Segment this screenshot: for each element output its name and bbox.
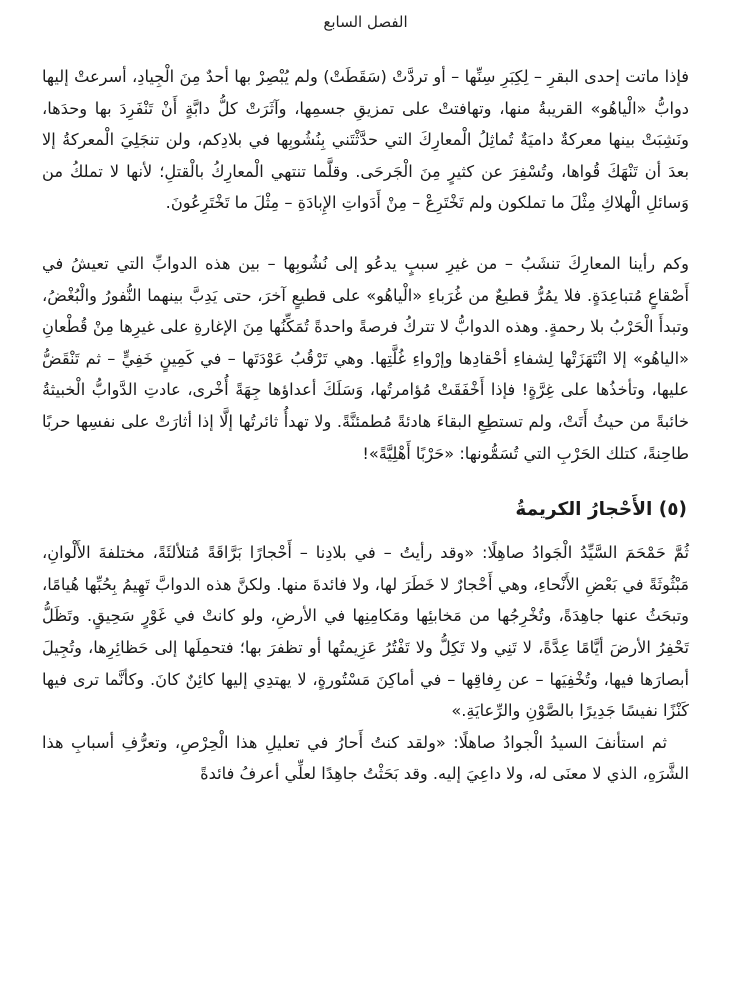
body-paragraph: ثم استأنفَ السيدُ الْجوادُ صاهلًا: «ولقد كنتُ أَحارُ في تعليلِ هذا الْحِرْصِ، وتعرُّفِ أسبابِ هذا الشَّرَهِ، الذي لا معنَى له، ولا داعِيَ إليه. وقد بَحَثْتُ جاهِدًا لعلِّي أعرفُ فائدةً: [42, 732, 689, 784]
body-paragraph: فإذا ماتت إحدى البقرِ – لِكِبَرِ سِنِّها – أو تردَّتْ (سَقَطَتْ) ولم يُبْصِرْ بها أحدٌ مِنَ الْجِيادِ، أسرعتْ إليها دوابُّ «الْياهُو» القريبةُ منها، وتهافتتْ على تمزيقِ جسمِها، وآثَرَتْ كلُّ دابَّةٍ أَنْ تَنْفَرِدَ بها وحدَها، ونَشِبَتْ بينها معركةٌ داميَةٌ تُماثِلُ الْمعارِكَ التي حدَّثْتَني بِنُشُوبِها في بلادِكم، ولن تنجَلِيَ الْمعركةُ إلا بعدَ أن تَنْهَكَ قُواها، وتُسْفِرَ عن كثيرٍ مِنَ الْجَرحَى. وقلَّما تنتهي الْمعارِكُ بالْقتلِ؛ لأنها لا تملكُ من وَسائلِ الْهلاكِ مِثْلَ ما تملكون ولم تَخْتَرِعْ – مِنْ أَدَواتِ الإِبادَةِ – مِثْلَ ما تَخْتَرِعُونَ.: [42, 67, 689, 213]
body-paragraph: ثُمَّ حَمْحَمَ السَّيِّدُ الْجَوادُ صاهِلًا: «وقد رأيتُ – في بلادِنا – أَحْجارًا بَرَّاقَةً مُتلألئَةً، مختلفةَ الأَلْوانِ، مَبْثُوثَةً في بَعْضِ الأَنْحاءِ، وهي أَحْجارٌ لا خَطَرَ لها، ولا فائدةَ منها. ولكنَّ هذه الدوابَّ تَهِيمُ بِحُبِّها هُيامًا، وتبحَثُ عنها جاهِدَةً، وتُخْرِجُها من مَخابئِها ومَكامِنِها في الأرضِ، ولو كانتْ في غَوْرٍ سَحِيقٍ. وتَظَلُّ تَحْفِرُ الأرضَ أيَّامًا عِدَّةً، لا تَنِي ولا تَكِلُّ ولا تَفْتُرُ عَزِيمتُها أو تظفرَ بها؛ فتحمِلَها إلى حَظائِرِها، وتُجِيلَ أبصارَها فيها، وتُخْفِيَها – عن رِفاقِها – في أماكِنَ مَسْتُورةٍ، لا يهتدِي إليها كائِنٌ كانَ. وكأنَّما ترى فيها كَنْزًا نفيسًا جَدِيرًا بالصَّوْنِ والرِّعايَةِ.»: [42, 543, 689, 721]
running-header: الفصل السابع: [323, 13, 408, 31]
section-heading: (٥) الأَحْجارُ الكريمةُ: [515, 499, 687, 521]
body-paragraph: وكم رأينا المعارِكَ تنشَبُ – من غيرِ سببٍ يدعُو إلى نُشُوبِها – بين هذه الدوابِّ التي تعيشُ في أَصْقاعٍ مُتباعِدَةٍ. فلا يمُرُّ قطيعٌ من غُرَباءِ «الْياهُو» على قطيعٍ آخرَ، حتى يَدِبَّ بينهما النُّفورُ والْبُغْضُ، وتبدأَ الْحَرْبُ بلا رحمةٍ. وهذه الدوابُّ لا تتركُ فرصةً واحدةً تُمَكِّنُها مِنَ الإغارةِ على غيرِها مِنْ قُطْعانِ «الياهُو» إلا انْتَهَزَتْها لِشفاءِ أحْقادِها وإرْواءِ غُلَّتِها. وهي تَرْقُبُ عَوْدَتَها – في كَمِينٍ خَفِيٍّ – ثم تَنْقَضُّ عليها، وتأخذُها على غِرَّةٍ! فإذا أَخْفَقَتْ مُؤامرتُها، وَسَلَكَ أعداؤها جِهَةً أُخْرى، عادتِ الدَّوابُّ الْخبيثةُ خائبةً من حيثُ أَتَتْ، ولم تستطِعِ البقاءَ هادئةً مُطمئنَّةً. ولا تهدأُ ثائرتُها إلَّا إذا أثارَتْ على نفسِها حربًا طاحِنةً، كتلك الحَرْبِ التي تُسَمُّونها: «حَرْبًا أَهْلِيَّةً»!: [42, 253, 689, 463]
